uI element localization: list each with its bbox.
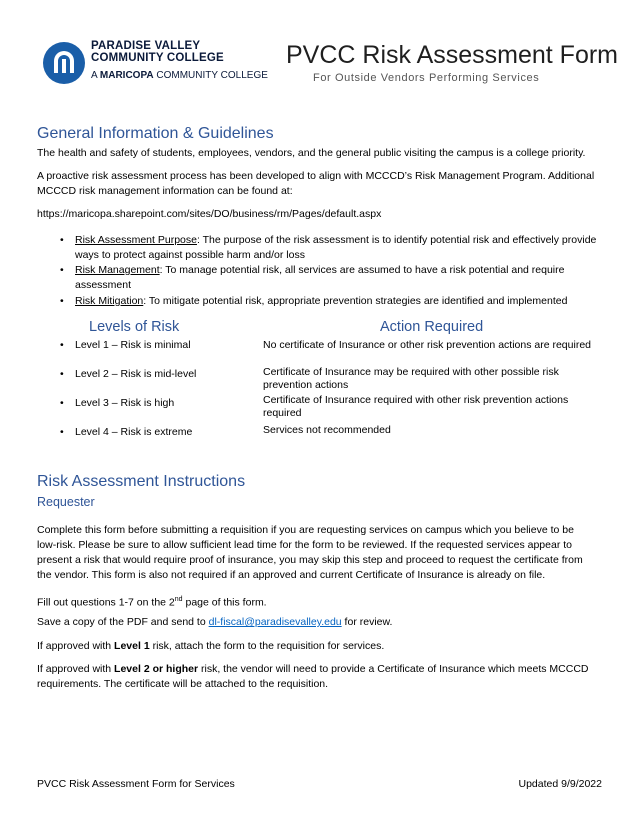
general-heading: General Information & Guidelines [37,125,274,142]
risk-action-text [263,338,608,353]
logo-line-3-suffix: COMMUNITY COLLEGE [153,70,268,81]
list-item [60,294,620,309]
bullet-dot: • [60,368,64,380]
risk-level-label: Level 3 – Risk is high [75,397,175,409]
risk-action-line-1: Services not recommended [263,424,391,436]
logo-line-3 [91,70,268,82]
bullet-line-2: ways to protect against possible harm and/or loss [75,249,305,261]
risk-level-row [60,367,250,382]
bullet-line-2: assessment [75,279,132,291]
logo-line-3-prefix: A [91,70,100,81]
instructions-para-1-line: Complete this form before submitting a requisition if you are requesting services on campus which you believe to be [37,524,574,536]
document-title: PVCC Risk Assessment Form [286,41,619,69]
bullet-dot: • [60,264,64,276]
para-2-suffix: page of this form. [182,596,267,609]
instructions-para-2 [37,592,607,611]
risk-action-text [263,366,608,392]
list-item [60,233,620,263]
bullet-term: Risk Management [75,264,160,276]
para-5-prefix: If approved with [37,663,115,675]
para-4-suffix: risk, attach the form to the requisition for services. [149,640,385,652]
bullet-term: Risk Assessment Purpose [75,234,197,246]
instructions-para-5 [37,662,617,692]
risk-action-line-1: Certificate of Insurance required with other risk prevention actions [263,394,569,406]
college-logo-icon [43,42,85,84]
general-para-1: The health and safety of students, employees, vendors, and the general public visiting the campus is a college priority. [37,147,586,159]
risk-level-label: Level 2 – Risk is mid-level [75,368,197,380]
para-3-suffix: for review. [341,616,393,628]
instructions-para-1-line: present a risk that would require proof of insurance, you may skip this step and proceed to request the certificate from [37,554,583,566]
risk-action-line-2: prevention actions [263,379,349,391]
bullet-term: Risk Mitigation [75,295,144,307]
instructions-para-1 [37,523,617,583]
general-para-2-line-1: A proactive risk assessment process has been developed to align with MCCCD’s Risk Management Program. Additional [37,170,595,182]
bullet-dot: • [60,339,64,351]
risk-action-line-2: required [263,407,302,419]
para-5-bold: Level 2 or higher [114,663,199,675]
risk-level-row [60,425,250,440]
bullet-dot: • [60,397,64,409]
instructions-para-1-line: low-risk. Please be sure to allow sufficient lead time for the form to be reviewed. If the requested services appear to [37,539,572,551]
risk-level-label: Level 4 – Risk is extreme [75,426,193,438]
para-5-line-2: requirements. The certificate will be attached to the requisition. [37,678,329,690]
risk-action-line-1: No certificate of Insurance or other risk prevention actions are required [263,339,591,351]
bullet-line-1: : The purpose of the risk assessment is to identify potential risk and effectively provide [196,234,597,246]
para-5-suffix: risk, the vendor will need to provide a Certificate of Insurance which meets MCCCD [198,663,589,675]
risk-action-line-1: Certificate of Insurance may be required with other possible risk [263,366,559,378]
para-4-bold: Level 1 [114,640,150,652]
action-heading: Action Required [380,319,484,335]
general-para-2-line-2: MCCCD risk management information can be found at: [37,185,293,197]
logo-line-3-brand: MARICOPA [99,70,154,81]
para-2-prefix: Fill out questions 1-7 on the 2 [37,596,175,609]
logo-line-2: COMMUNITY COLLEGE [91,52,224,64]
bullet-dot: • [60,426,64,438]
logo-line-1: PARADISE VALLEY [91,40,201,52]
footer-right: Updated 9/9/2022 [518,778,602,790]
bullet-text [75,263,620,293]
risk-action-text [263,394,608,420]
risk-level-row [60,338,250,353]
para-3-prefix: Save a copy of the PDF and send to [37,616,209,628]
risk-level-row [60,396,250,411]
bullet-dot: • [60,234,64,246]
footer-left: PVCC Risk Assessment Form for Services [37,778,235,790]
instructions-heading: Risk Assessment Instructions [37,473,246,490]
para-2-sup: nd [174,596,183,603]
bullet-text [75,294,620,309]
risk-action-text [263,423,608,438]
risk-level-label: Level 1 – Risk is minimal [75,339,191,351]
list-item [60,263,620,293]
bullet-line-1: : To manage potential risk, all services are assumed to have a risk potential and require [159,264,565,276]
instructions-para-1-line: the vendor. This form is also not required if an approved and current Certificate of Insurance is already on file. [37,569,546,581]
levels-heading: Levels of Risk [89,319,180,335]
bullet-text [75,233,620,263]
document-subtitle: For Outside Vendors Performing Services [313,72,540,84]
requester-subheading: Requester [37,495,95,509]
bullet-line-1: : To mitigate potential risk, appropriate prevention strategies are identified and implemented [143,295,568,307]
fiscal-email-link[interactable]: dl-fiscal@paradisevalley.edu [208,616,342,628]
risk-management-url: https://maricopa.sharepoint.com/sites/DO/business/rm/Pages/default.aspx [37,208,382,220]
instructions-para-3 [37,615,607,630]
para-4-prefix: If approved with [37,640,115,652]
instructions-para-4 [37,639,607,654]
bullet-dot: • [60,295,64,307]
